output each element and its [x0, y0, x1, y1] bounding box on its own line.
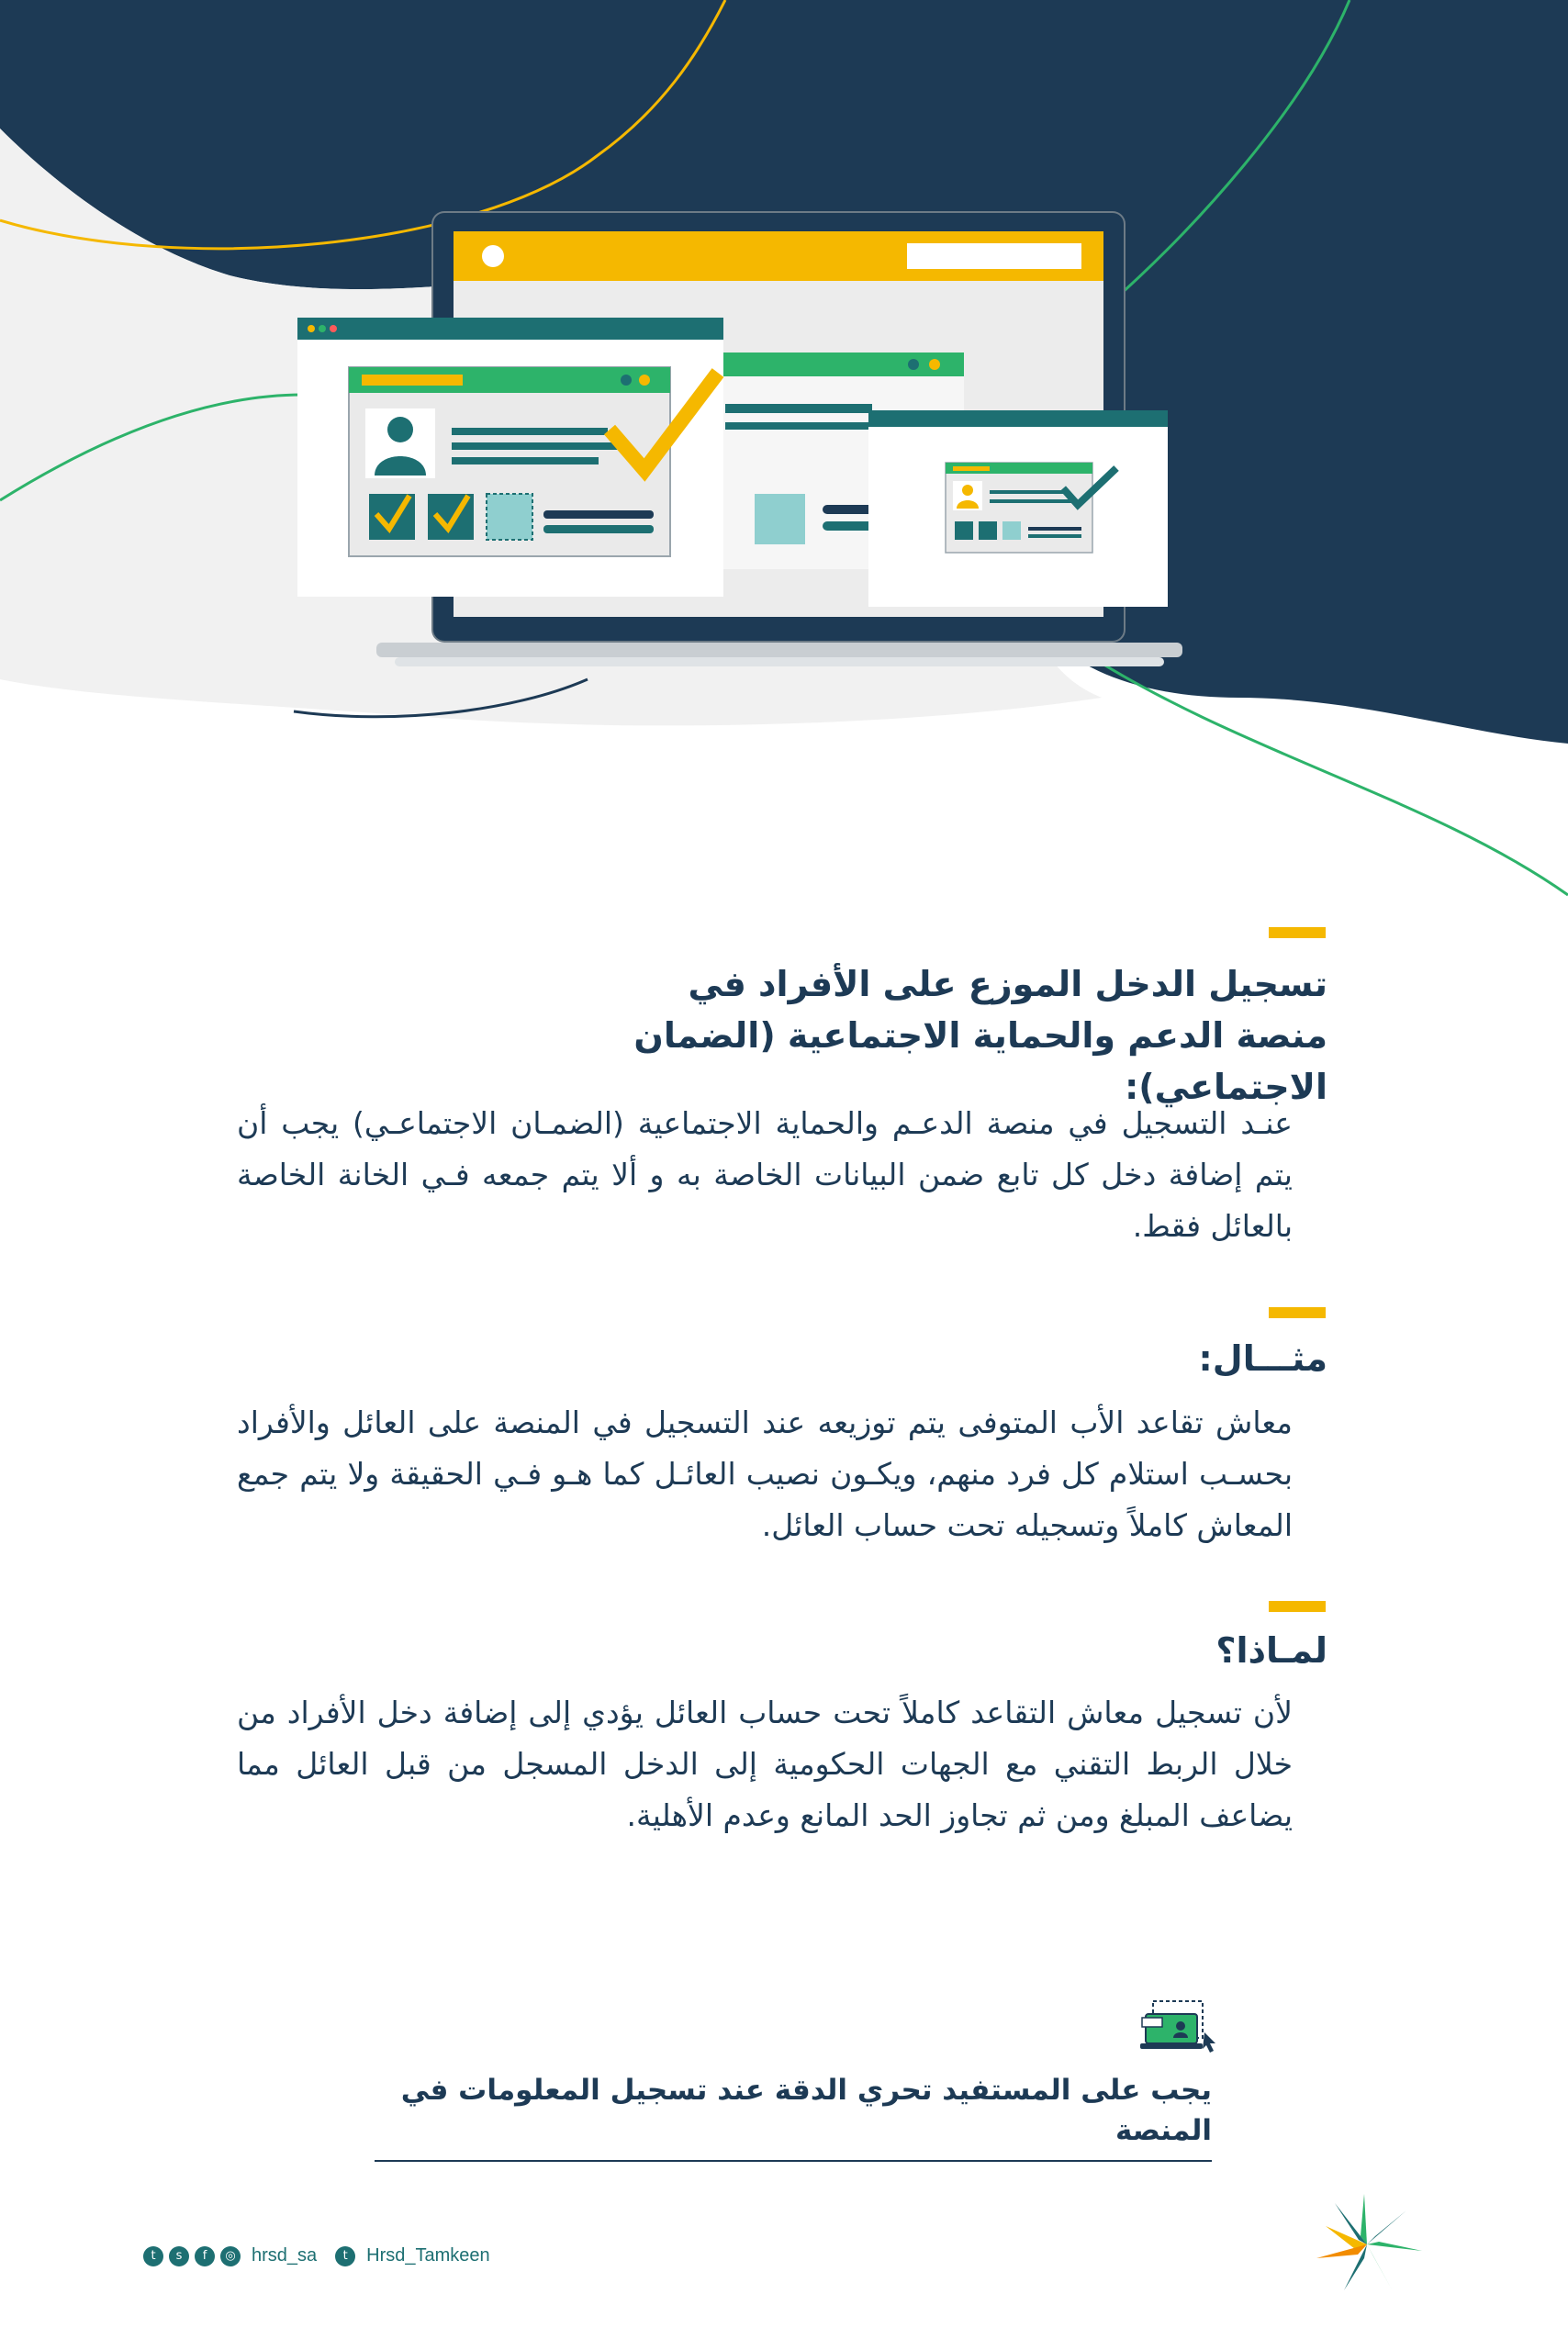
social-bar	[143, 2245, 503, 2266]
example-paragraph: معاش تقاعد الأب المتوفى يتم توزيعه عند التسجيل في المنصة على العائل والأفراد بحسـب استلام كل فرد منهم، ويكـون نصيب العائـل كما هـو فـي الحقيقة ولا يتم جمع المعاش كاملاً وتسجيله تحت حساب العائل.	[237, 1404, 1293, 1543]
right-window-card	[868, 410, 1168, 607]
why-heading: لمـاذا؟	[1215, 1630, 1327, 1671]
page-title-line2: منصة الدعم والحماية الاجتماعية (الضمان الاجتماعي):	[633, 1015, 1327, 1107]
laptop-cursor-icon	[1137, 1998, 1219, 2054]
instagram-icon[interactable]: ◎	[220, 2246, 241, 2266]
facebook-icon[interactable]: f	[195, 2246, 215, 2266]
left-window-card	[297, 318, 723, 597]
example-heading: مثـــال:	[1198, 1338, 1327, 1379]
social-handle-hrsd-sa[interactable]: hrsd_sa	[252, 2245, 318, 2266]
why-paragraph: لأن تسجيل معاش التقاعد كاملاً تحت حساب العائل يؤدي إلى إضافة دخل الأفراد من خلال الربط التقني مع الجهات الحكومية إلى الدخل المسجل من قبل العائل مما يضاعف المبلغ ومن ثم تجاوز الحد المانع وعدم الأهلية.	[237, 1695, 1293, 1833]
twitter-icon[interactable]: t	[143, 2246, 163, 2266]
snapchat-icon[interactable]: s	[169, 2246, 189, 2266]
hero-illustration	[0, 0, 1568, 900]
intro-paragraph: عنـد التسجيل في منصة الدعـم والحماية الاجتماعية (الضمـان الاجتماعـي) يجب أن يتم إضافة دخل كل تابع ضمن البيانات الخاصة به و ألا يتم جمعه فـي الخانة الخاصة بالعائل فقط.	[237, 1105, 1293, 1244]
ministry-logo	[1307, 2194, 1427, 2295]
page-title-line1: تسجيل الدخل الموزع على الأفراد في	[688, 964, 1327, 1004]
accent-bar-title	[1269, 927, 1326, 938]
accent-bar-why	[1269, 1601, 1326, 1612]
accent-bar-example	[1269, 1307, 1326, 1318]
social-handle-tamkeen[interactable]: Hrsd_Tamkeen	[366, 2245, 490, 2266]
twitter-icon[interactable]: t	[335, 2246, 355, 2266]
footer-note: يجب على المستفيد تحري الدقة عند تسجيل المعلومات في المنصة	[375, 2070, 1212, 2162]
